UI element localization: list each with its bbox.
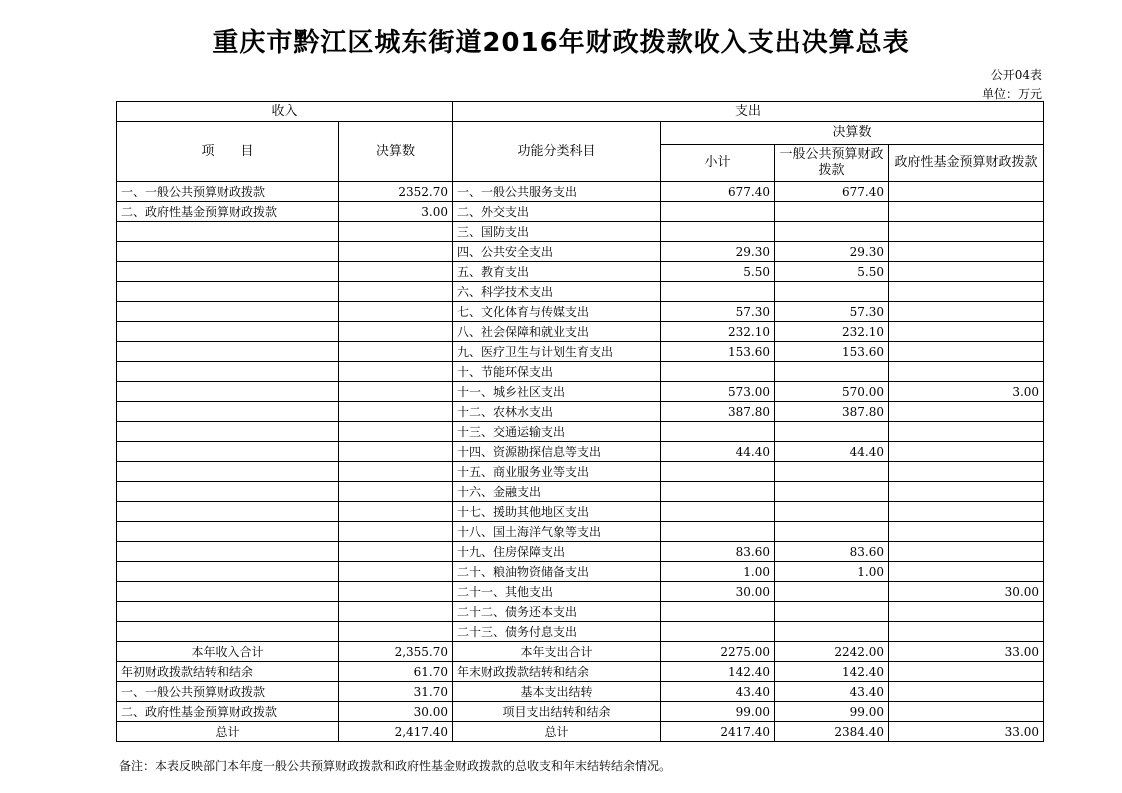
subtotal-cell bbox=[661, 482, 775, 502]
table-row bbox=[117, 262, 1044, 282]
expense-item-cell: 二十三、债务付息支出 bbox=[453, 622, 661, 642]
fund-budget-header: 政府性基金预算财政拨款 bbox=[889, 145, 1044, 182]
table-row bbox=[117, 402, 1044, 422]
general-budget-cell bbox=[775, 282, 889, 302]
expense-item-cell: 九、医疗卫生与计划生育支出 bbox=[453, 342, 661, 362]
income-amount-cell bbox=[339, 262, 453, 282]
income-amount-cell bbox=[339, 322, 453, 342]
general-budget-cell bbox=[775, 522, 889, 542]
income-amount-cell bbox=[339, 282, 453, 302]
fund-budget-cell bbox=[889, 322, 1044, 342]
subtotal-cell: 232.10 bbox=[661, 322, 775, 342]
income-amount-cell bbox=[339, 462, 453, 482]
income-amount-cell: 31.70 bbox=[339, 682, 453, 702]
unit-label: 单位：万元 bbox=[981, 87, 1042, 101]
detail-rows bbox=[117, 182, 1044, 642]
expense-item-cell: 八、社会保障和就业支出 bbox=[453, 322, 661, 342]
income-item-cell: 总计 bbox=[117, 722, 339, 742]
fund-budget-cell bbox=[889, 562, 1044, 582]
fund-budget-cell bbox=[889, 462, 1044, 482]
subtotal-cell: 2417.40 bbox=[661, 722, 775, 742]
subtotal-cell: 153.60 bbox=[661, 342, 775, 362]
income-item-cell: 一、一般公共预算财政拨款 bbox=[117, 682, 339, 702]
expense-item-cell: 七、文化体育与传媒支出 bbox=[453, 302, 661, 322]
income-amount-cell bbox=[339, 542, 453, 562]
table-row bbox=[117, 602, 1044, 622]
income-item-cell bbox=[117, 422, 339, 442]
expense-item-cell: 二十一、其他支出 bbox=[453, 582, 661, 602]
subtotal-cell bbox=[661, 622, 775, 642]
final-amount-group-header: 决算数 bbox=[661, 122, 1044, 145]
expense-item-cell: 十五、商业服务业等支出 bbox=[453, 462, 661, 482]
income-item-cell bbox=[117, 482, 339, 502]
income-item-cell bbox=[117, 222, 339, 242]
expense-item-cell: 一、一般公共服务支出 bbox=[453, 182, 661, 202]
expense-item-cell: 十三、交通运输支出 bbox=[453, 422, 661, 442]
income-item-cell bbox=[117, 442, 339, 462]
income-amount-cell bbox=[339, 562, 453, 582]
fund-budget-cell bbox=[889, 682, 1044, 702]
fund-budget-cell bbox=[889, 202, 1044, 222]
subtotal-cell bbox=[661, 602, 775, 622]
general-budget-cell: 99.00 bbox=[775, 702, 889, 722]
general-budget-cell: 232.10 bbox=[775, 322, 889, 342]
summary-row bbox=[117, 642, 1044, 662]
expense-item-cell: 二十、粮油物资储备支出 bbox=[453, 562, 661, 582]
fund-budget-cell bbox=[889, 222, 1044, 242]
fund-budget-cell bbox=[889, 182, 1044, 202]
expense-item-cell: 十、节能环保支出 bbox=[453, 362, 661, 382]
table-row bbox=[117, 522, 1044, 542]
general-budget-cell: 43.40 bbox=[775, 682, 889, 702]
income-amount-cell: 2,417.40 bbox=[339, 722, 453, 742]
expense-item-cell: 项目支出结转和结余 bbox=[453, 702, 661, 722]
general-budget-cell bbox=[775, 502, 889, 522]
fund-budget-cell bbox=[889, 482, 1044, 502]
general-budget-cell: 29.30 bbox=[775, 242, 889, 262]
table-row bbox=[117, 462, 1044, 482]
fund-budget-cell bbox=[889, 362, 1044, 382]
expense-item-cell: 本年支出合计 bbox=[453, 642, 661, 662]
general-budget-header: 一般公共预算财政拨款 bbox=[775, 145, 889, 182]
fund-budget-cell: 3.00 bbox=[889, 382, 1044, 402]
expense-item-cell: 二、外交支出 bbox=[453, 202, 661, 222]
general-budget-cell: 44.40 bbox=[775, 442, 889, 462]
general-budget-cell bbox=[775, 482, 889, 502]
expense-item-cell: 五、教育支出 bbox=[453, 262, 661, 282]
expense-item-cell: 四、公共安全支出 bbox=[453, 242, 661, 262]
expense-item-cell: 六、科学技术支出 bbox=[453, 282, 661, 302]
budget-table bbox=[116, 101, 1044, 742]
income-amount-cell bbox=[339, 382, 453, 402]
income-item-cell bbox=[117, 462, 339, 482]
table-row bbox=[117, 362, 1044, 382]
subtotal-cell: 83.60 bbox=[661, 542, 775, 562]
income-item-cell bbox=[117, 382, 339, 402]
income-amount-cell: 30.00 bbox=[339, 702, 453, 722]
general-budget-cell: 570.00 bbox=[775, 382, 889, 402]
expense-item-cell: 三、国防支出 bbox=[453, 222, 661, 242]
income-item-cell bbox=[117, 242, 339, 262]
table-code: 公开04表 bbox=[990, 68, 1042, 82]
fund-budget-cell: 33.00 bbox=[889, 722, 1044, 742]
income-item-cell bbox=[117, 562, 339, 582]
income-amount-cell bbox=[339, 342, 453, 362]
table-row bbox=[117, 622, 1044, 642]
fund-budget-cell bbox=[889, 662, 1044, 682]
fund-budget-cell bbox=[889, 542, 1044, 562]
subtotal-cell bbox=[661, 462, 775, 482]
income-item-cell: 二、政府性基金预算财政拨款 bbox=[117, 702, 339, 722]
fund-budget-cell bbox=[889, 302, 1044, 322]
subtotal-cell: 677.40 bbox=[661, 182, 775, 202]
income-amount-cell bbox=[339, 502, 453, 522]
subtotal-cell: 44.40 bbox=[661, 442, 775, 462]
table-row bbox=[117, 422, 1044, 442]
fund-budget-cell bbox=[889, 442, 1044, 462]
table-row bbox=[117, 282, 1044, 302]
table-row bbox=[117, 322, 1044, 342]
general-budget-cell bbox=[775, 222, 889, 242]
income-amount-cell bbox=[339, 362, 453, 382]
income-header: 收入 bbox=[117, 102, 453, 122]
fund-budget-cell: 33.00 bbox=[889, 642, 1044, 662]
income-item-cell bbox=[117, 622, 339, 642]
table-row bbox=[117, 542, 1044, 562]
subtotal-cell: 43.40 bbox=[661, 682, 775, 702]
page-title: 重庆市黔江区城东街道2016年财政拨款收入支出决算总表 bbox=[212, 28, 910, 58]
expense-item-cell: 十九、住房保障支出 bbox=[453, 542, 661, 562]
income-item-cell: 年初财政拨款结转和结余 bbox=[117, 662, 339, 682]
income-item-cell bbox=[117, 402, 339, 422]
subtotal-cell: 2275.00 bbox=[661, 642, 775, 662]
income-amount-cell bbox=[339, 522, 453, 542]
general-budget-cell: 5.50 bbox=[775, 262, 889, 282]
income-item-cell bbox=[117, 602, 339, 622]
summary-row bbox=[117, 682, 1044, 702]
income-item-cell bbox=[117, 522, 339, 542]
income-item-cell bbox=[117, 322, 339, 342]
income-item-cell bbox=[117, 342, 339, 362]
income-amount-cell: 2352.70 bbox=[339, 182, 453, 202]
table-row bbox=[117, 382, 1044, 402]
expense-item-cell: 十六、金融支出 bbox=[453, 482, 661, 502]
fund-budget-cell bbox=[889, 702, 1044, 722]
general-budget-cell: 2384.40 bbox=[775, 722, 889, 742]
summary-row bbox=[117, 662, 1044, 682]
final-amount-header: 决算数 bbox=[339, 122, 453, 182]
fund-budget-cell bbox=[889, 502, 1044, 522]
function-category-header: 功能分类科目 bbox=[453, 122, 661, 182]
subtotal-cell: 57.30 bbox=[661, 302, 775, 322]
general-budget-cell: 57.30 bbox=[775, 302, 889, 322]
expense-header: 支出 bbox=[453, 102, 1044, 122]
fund-budget-cell bbox=[889, 342, 1044, 362]
income-amount-cell bbox=[339, 442, 453, 462]
subtotal-cell bbox=[661, 362, 775, 382]
general-budget-cell: 1.00 bbox=[775, 562, 889, 582]
general-budget-cell: 677.40 bbox=[775, 182, 889, 202]
general-budget-cell: 387.80 bbox=[775, 402, 889, 422]
table-row bbox=[117, 482, 1044, 502]
general-budget-cell bbox=[775, 602, 889, 622]
subtotal-cell bbox=[661, 522, 775, 542]
income-item-cell bbox=[117, 542, 339, 562]
income-amount-cell bbox=[339, 422, 453, 442]
table-row bbox=[117, 582, 1044, 602]
table-row bbox=[117, 502, 1044, 522]
table-row bbox=[117, 242, 1044, 262]
fund-budget-cell bbox=[889, 262, 1044, 282]
income-item-cell bbox=[117, 582, 339, 602]
subtotal-cell bbox=[661, 282, 775, 302]
subtotal-cell bbox=[661, 222, 775, 242]
general-budget-cell bbox=[775, 362, 889, 382]
income-amount-cell bbox=[339, 602, 453, 622]
income-amount-cell bbox=[339, 242, 453, 262]
income-item-cell bbox=[117, 302, 339, 322]
subtotal-cell: 142.40 bbox=[661, 662, 775, 682]
income-amount-cell bbox=[339, 582, 453, 602]
table-row bbox=[117, 222, 1044, 242]
income-amount-cell bbox=[339, 482, 453, 502]
fund-budget-cell: 30.00 bbox=[889, 582, 1044, 602]
expense-item-cell: 基本支出结转 bbox=[453, 682, 661, 702]
income-amount-cell bbox=[339, 222, 453, 242]
fund-budget-cell bbox=[889, 522, 1044, 542]
table-row bbox=[117, 202, 1044, 222]
subtotal-cell: 99.00 bbox=[661, 702, 775, 722]
fund-budget-cell bbox=[889, 402, 1044, 422]
subtotal-cell bbox=[661, 502, 775, 522]
income-item-cell: 一、一般公共预算财政拨款 bbox=[117, 182, 339, 202]
general-budget-cell bbox=[775, 202, 889, 222]
subtotal-cell: 5.50 bbox=[661, 262, 775, 282]
income-amount-cell bbox=[339, 402, 453, 422]
general-budget-cell bbox=[775, 422, 889, 442]
subtotal-cell: 573.00 bbox=[661, 382, 775, 402]
general-budget-cell: 83.60 bbox=[775, 542, 889, 562]
general-budget-cell: 142.40 bbox=[775, 662, 889, 682]
table-row bbox=[117, 442, 1044, 462]
income-amount-cell: 2,355.70 bbox=[339, 642, 453, 662]
footnote: 备注：本表反映部门本年度一般公共预算财政拨款和政府性基金财政拨款的总收支和年末结转结余情况。 bbox=[119, 759, 672, 773]
income-item-cell bbox=[117, 362, 339, 382]
income-item-cell: 二、政府性基金预算财政拨款 bbox=[117, 202, 339, 222]
item-header: 项 目 bbox=[117, 122, 339, 182]
subtotal-header: 小计 bbox=[661, 145, 775, 182]
table-row bbox=[117, 562, 1044, 582]
fund-budget-cell bbox=[889, 282, 1044, 302]
subtotal-cell bbox=[661, 202, 775, 222]
subtotal-cell: 387.80 bbox=[661, 402, 775, 422]
expense-item-cell: 十一、城乡社区支出 bbox=[453, 382, 661, 402]
summary-rows bbox=[117, 642, 1044, 742]
income-amount-cell bbox=[339, 622, 453, 642]
fund-budget-cell bbox=[889, 422, 1044, 442]
general-budget-cell bbox=[775, 462, 889, 482]
expense-item-cell: 十二、农林水支出 bbox=[453, 402, 661, 422]
table-row bbox=[117, 182, 1044, 202]
subtotal-cell: 1.00 bbox=[661, 562, 775, 582]
general-budget-cell bbox=[775, 582, 889, 602]
income-item-cell bbox=[117, 502, 339, 522]
expense-item-cell: 二十二、债务还本支出 bbox=[453, 602, 661, 622]
income-item-cell: 本年收入合计 bbox=[117, 642, 339, 662]
income-item-cell bbox=[117, 282, 339, 302]
expense-item-cell: 十七、援助其他地区支出 bbox=[453, 502, 661, 522]
income-amount-cell: 61.70 bbox=[339, 662, 453, 682]
summary-row bbox=[117, 702, 1044, 722]
general-budget-cell: 2242.00 bbox=[775, 642, 889, 662]
subtotal-cell: 29.30 bbox=[661, 242, 775, 262]
income-amount-cell bbox=[339, 302, 453, 322]
summary-row bbox=[117, 722, 1044, 742]
table-row bbox=[117, 342, 1044, 362]
income-item-cell bbox=[117, 262, 339, 282]
fund-budget-cell bbox=[889, 602, 1044, 622]
table-row bbox=[117, 302, 1044, 322]
expense-item-cell: 总计 bbox=[453, 722, 661, 742]
general-budget-cell bbox=[775, 622, 889, 642]
expense-item-cell: 年末财政拨款结转和结余 bbox=[453, 662, 661, 682]
subtotal-cell: 30.00 bbox=[661, 582, 775, 602]
subtotal-cell bbox=[661, 422, 775, 442]
fund-budget-cell bbox=[889, 622, 1044, 642]
expense-item-cell: 十四、资源勘探信息等支出 bbox=[453, 442, 661, 462]
income-amount-cell: 3.00 bbox=[339, 202, 453, 222]
expense-item-cell: 十八、国土海洋气象等支出 bbox=[453, 522, 661, 542]
general-budget-cell: 153.60 bbox=[775, 342, 889, 362]
fund-budget-cell bbox=[889, 242, 1044, 262]
